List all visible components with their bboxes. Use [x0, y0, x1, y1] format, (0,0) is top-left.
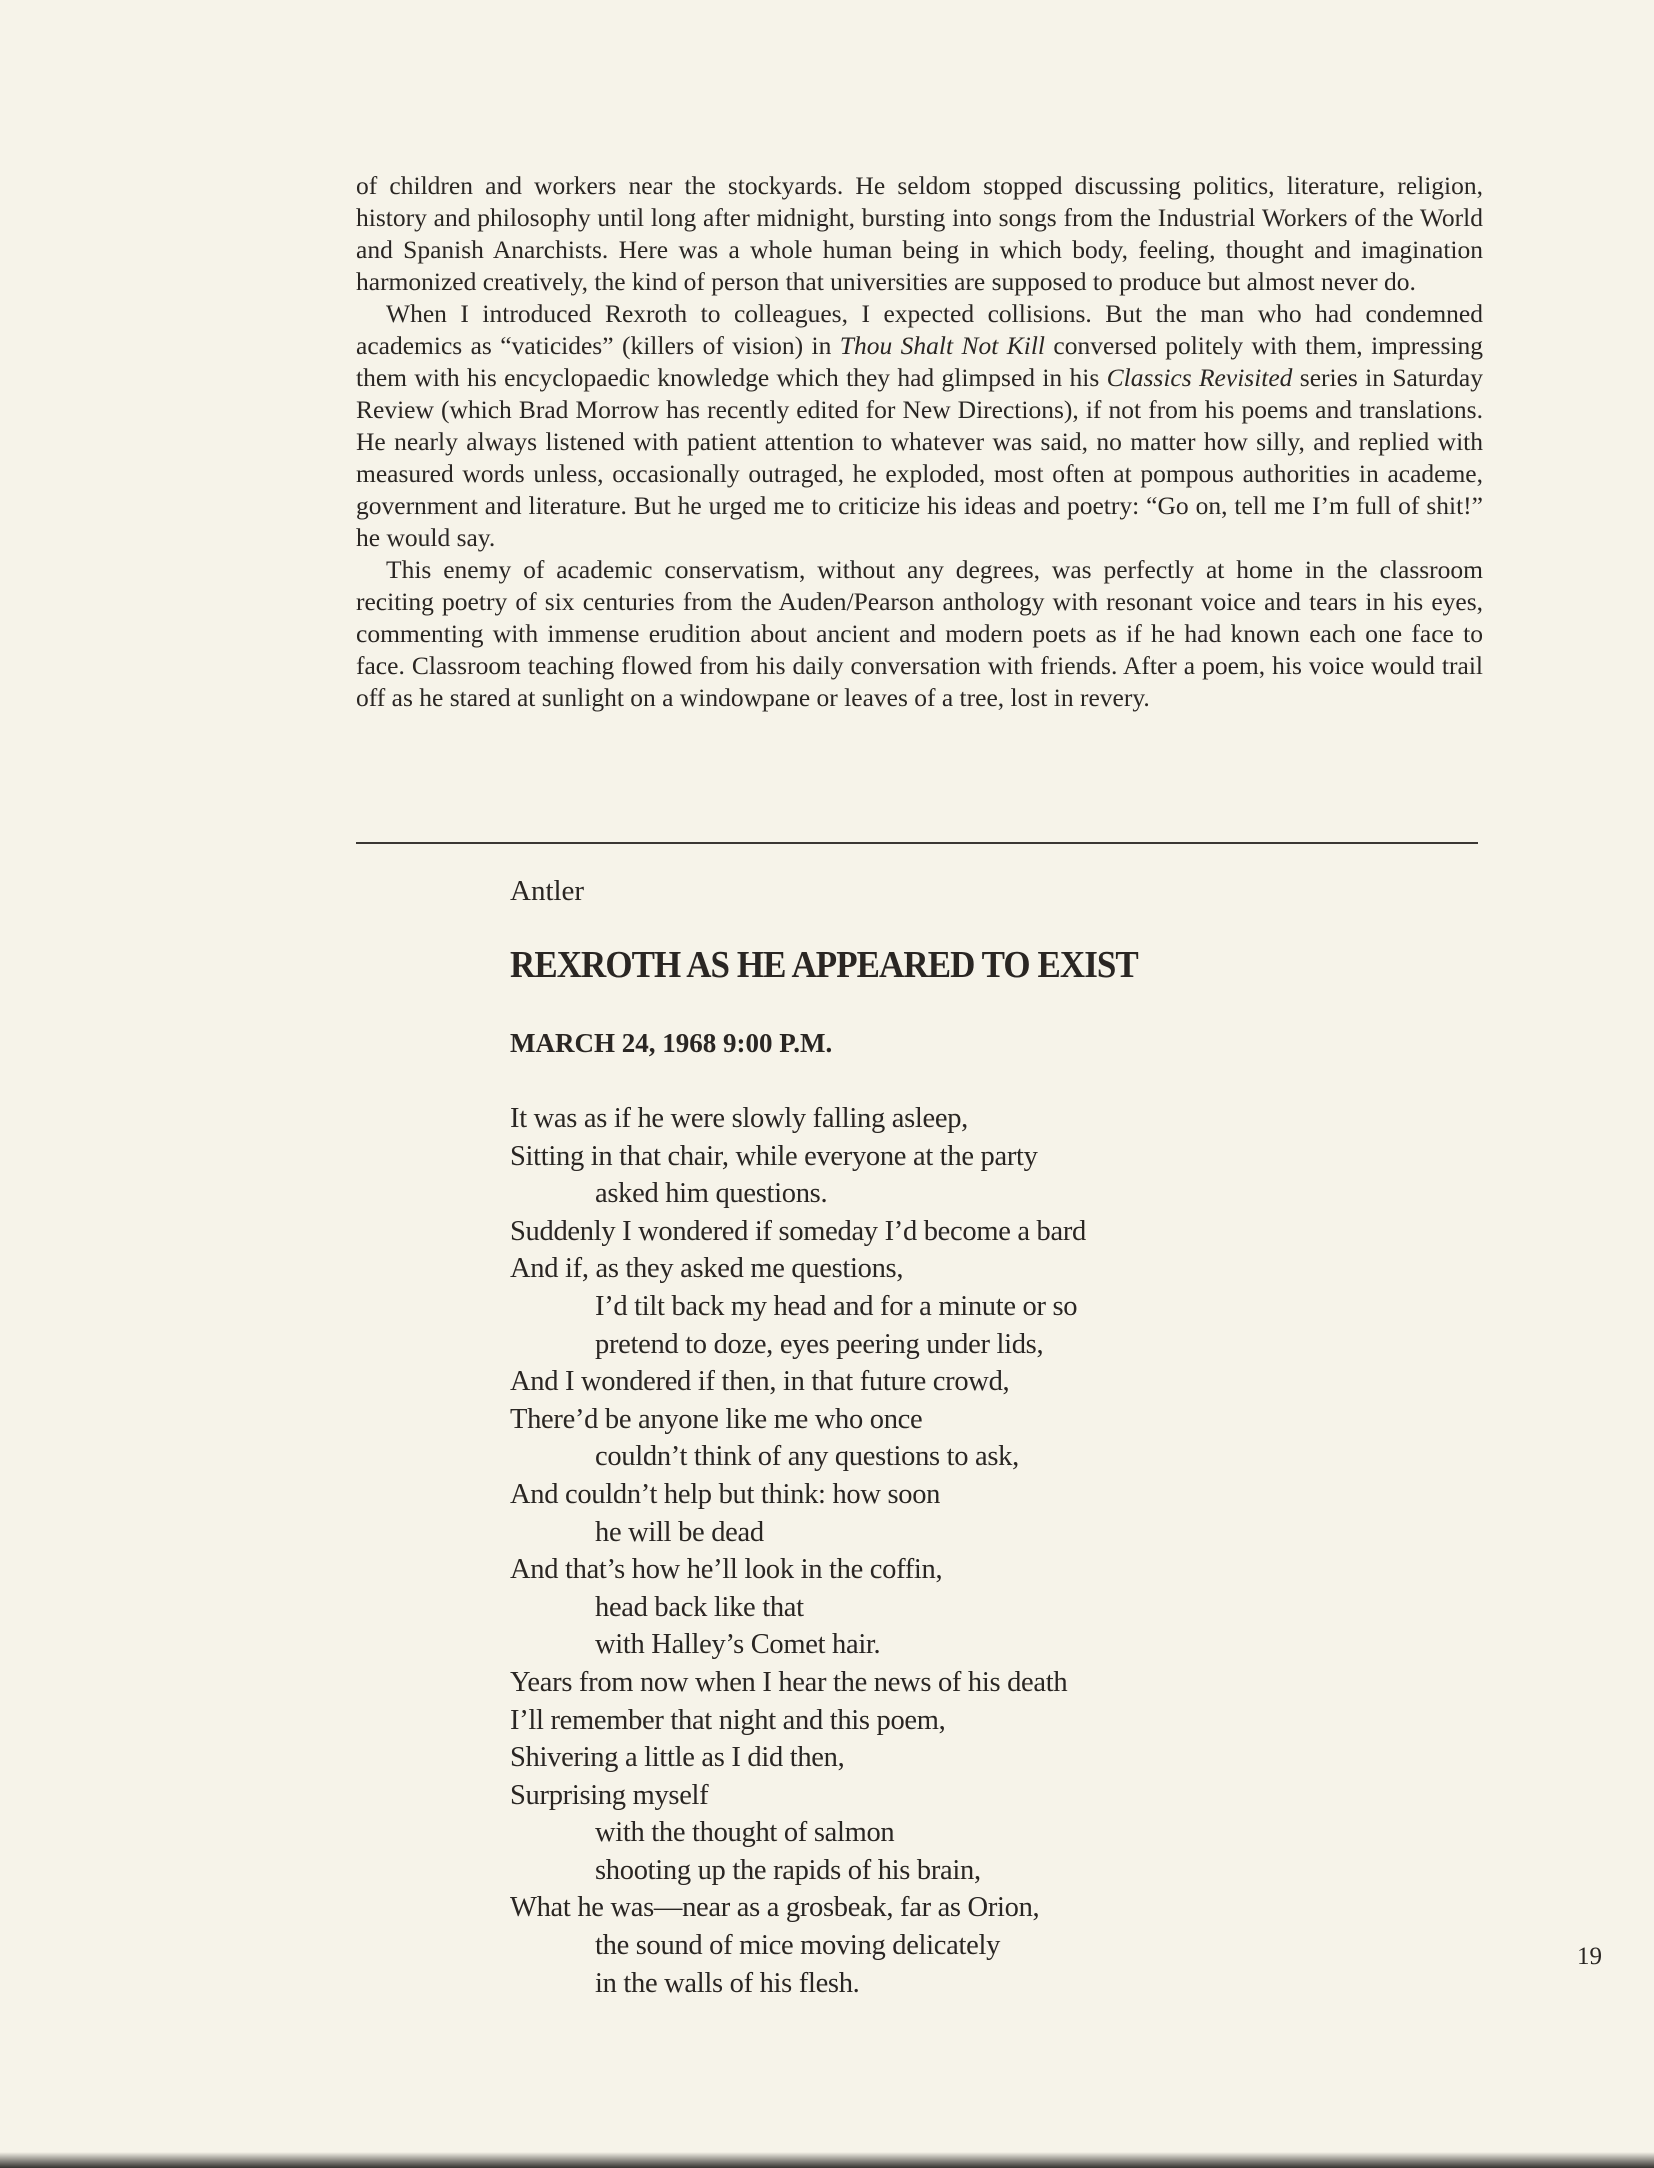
- poem-author: Antler: [510, 875, 585, 907]
- section-divider: [356, 842, 1478, 844]
- paragraph-2-part-a: When I introduced Rexroth to colleagues, I expected collisions. But the man who had condemned academics as “vaticides” (killers of vision) in: [356, 299, 1483, 360]
- poem-line: I’d tilt back my head and for a minute or so: [595, 1290, 1078, 1322]
- scan-edge-shadow: [0, 2152, 1654, 2168]
- poem-line: head back like that: [595, 1591, 804, 1623]
- poem-line: with the thought of salmon: [595, 1817, 895, 1849]
- book-title-thou-shalt-not-kill: Thou Shalt Not Kill: [839, 331, 1045, 360]
- poem-line: There’d be anyone like me who once: [510, 1403, 923, 1435]
- paragraph-3: This enemy of academic conservatism, without any degrees, was perfectly at home in the classroom reciting poetry of six centuries from the Auden/Pearson anthology with resonant voice and tears in his eyes, commenting with immense erudition about ancient and modern poets as if he had known each one face to face. Classroom teaching flowed from his daily conversation with friends. After a poem, his voice would trail off as he stared at sunlight on a windowpane or leaves of a tree, lost in revery.: [356, 555, 1483, 712]
- paragraph-2: [356, 298, 1483, 554]
- poem-line: Years from now when I hear the news of his death: [510, 1666, 1068, 1698]
- poem-line: Surprising myself: [510, 1779, 709, 1811]
- poem-line: Shivering a little as I did then,: [510, 1742, 845, 1774]
- paragraph-2-part-b: conversed politely with them, impressing them with his encyclopaedic knowledge which they had glimpsed in his: [356, 331, 1483, 392]
- poem-line: couldn’t think of any questions to ask,: [595, 1441, 1019, 1473]
- poem-line: It was as if he were slowly falling asleep,: [510, 1103, 968, 1134]
- poem-line: And if, as they asked me questions,: [510, 1253, 904, 1285]
- poem-line: with Halley’s Comet hair.: [595, 1629, 881, 1661]
- poem-line: And couldn’t help but think: how soon: [510, 1478, 941, 1510]
- poem-line: he will be dead: [595, 1516, 764, 1548]
- poem-line: What he was—near as a grosbeak, far as Orion,: [510, 1892, 1040, 1924]
- poem-line: asked him questions.: [595, 1178, 828, 1210]
- essay-text: [356, 170, 1483, 714]
- poem-dateline: MARCH 24, 1968 9:00 P.M.: [510, 1028, 833, 1058]
- poem-line: I’ll remember that night and this poem,: [510, 1704, 946, 1736]
- poem-line: Suddenly I wondered if someday I’d become a bard: [510, 1215, 1086, 1247]
- poem-title: REXROTH AS HE APPEARED TO EXIST: [510, 944, 1138, 986]
- paragraph-1: of children and workers near the stockyards. He seldom stopped discussing politics, literature, religion, history and philosophy until long after midnight, bursting into songs from the Industrial Workers of the World and Spanish Anarchists. Here was a whole human being in which body, feeling, thought and imagination harmonized creatively, the kind of person that universities are supposed to produce but almost never do.: [356, 171, 1483, 296]
- poem-line: shooting up the rapids of his brain,: [595, 1854, 981, 1886]
- poem-line: Sitting in that chair, while everyone at the party: [510, 1140, 1038, 1172]
- poem-body: [510, 1100, 1270, 2002]
- poem-line: the sound of mice moving delicately: [595, 1930, 1001, 1962]
- book-title-classics-revisited: Classics Revisited: [1106, 363, 1293, 392]
- paragraph-2-part-c: series in Saturday Review (which Brad Morrow has recently edited for New Directions), if not from his poems and translations. He nearly always listened with patient attention to whatever was said, no matter how silly, and replied with measured words unless, occasionally outraged, he exploded, most often at pompous authorities in academe, government and literature. But he urged me to criticize his ideas and poetry: “Go on, tell me I’m full of shit!” he would say.: [356, 363, 1483, 552]
- poem-line: And that’s how he’ll look in the coffin,: [510, 1554, 943, 1586]
- poem-line: pretend to doze, eyes peering under lids,: [595, 1328, 1044, 1360]
- poem-line: And I wondered if then, in that future crowd,: [510, 1366, 1010, 1398]
- poem-line: in the walls of his flesh.: [595, 1967, 860, 1999]
- page-number: 19: [1577, 1943, 1602, 1970]
